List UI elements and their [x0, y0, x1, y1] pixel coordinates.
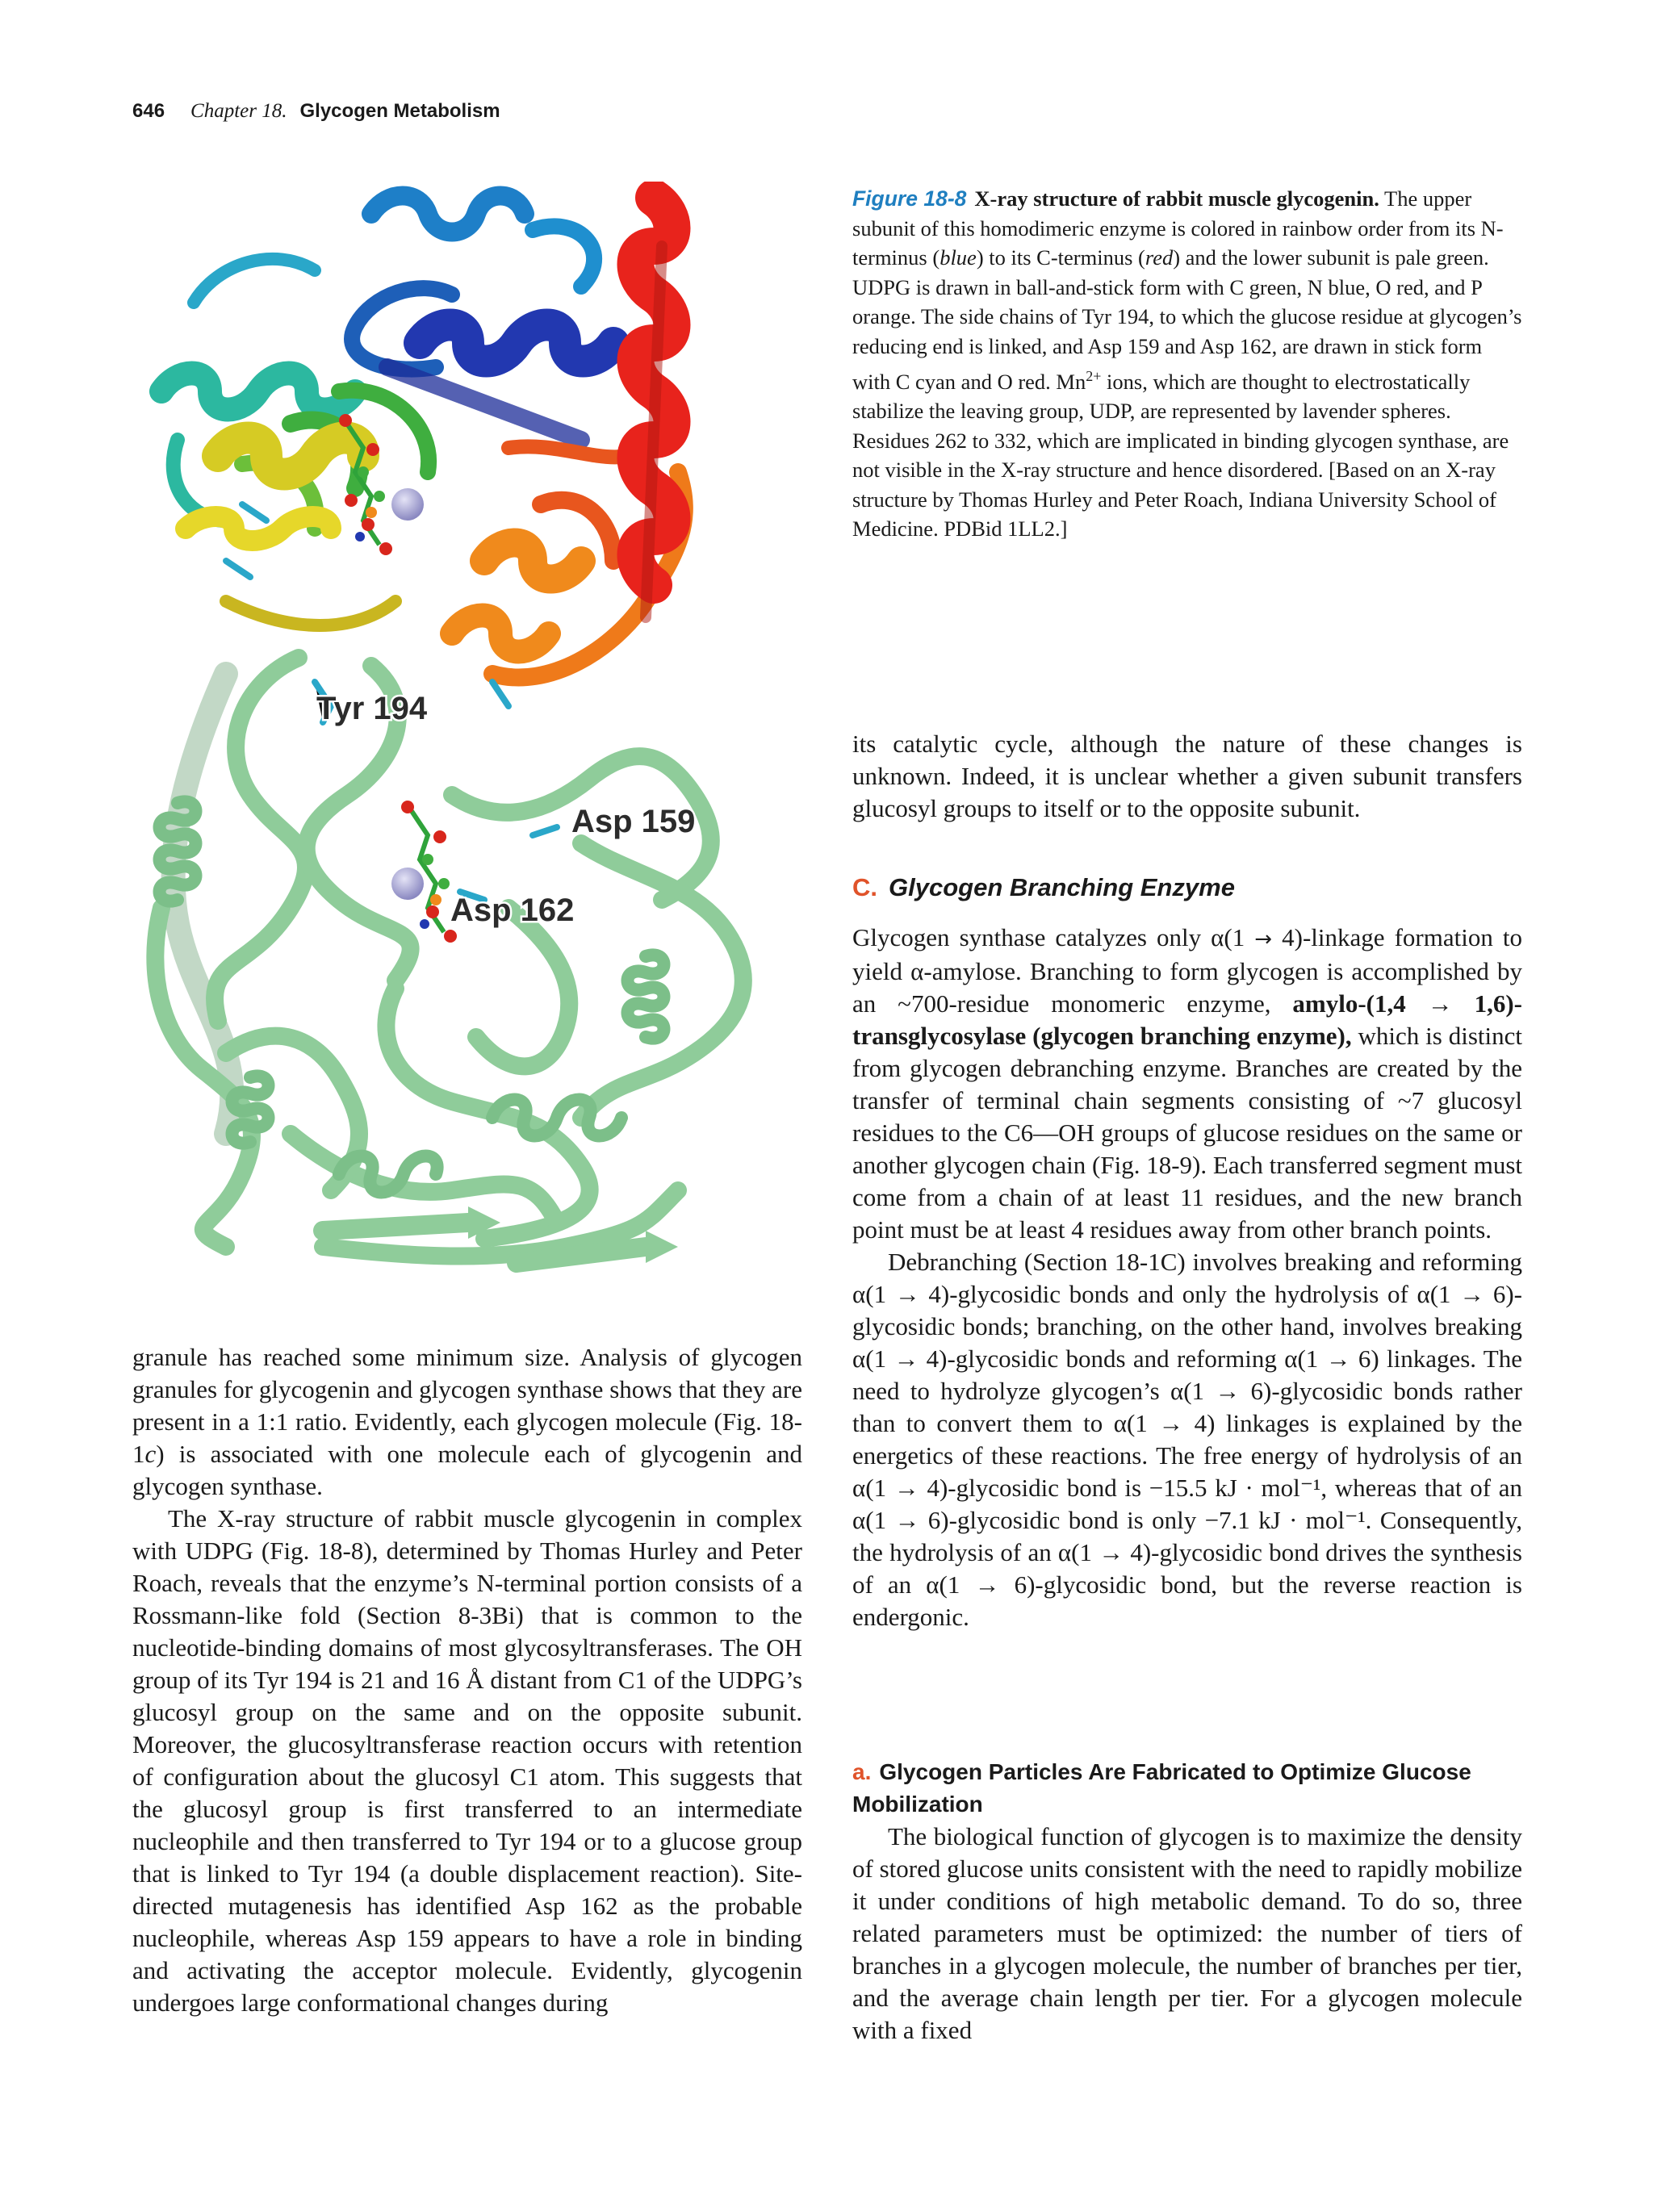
arrow-symbol: → [1254, 927, 1273, 951]
label-asp-162: Asp 162 [450, 893, 575, 928]
caption-red: red [1145, 245, 1174, 270]
right-top-paragraph [852, 728, 1522, 825]
left-paragraph-1 [132, 1341, 802, 1503]
p1-text-3: which is distinct from glycogen debranching enzyme. Branches are created by the transfer of terminal chain segments consisting of ~7 glucosyl residues to the C6—OH groups of glucose residues on the same or another glycogen chain (Fig. 18-9). Each transferred segment must come from a chain of at least 11 residues, and the new branch point must be at least 4 residues away from other branch points. [852, 1022, 1522, 1244]
left-p1-text-1: granule has reached some minimum size. Analysis of glycogen granules for glycogenin and glycogen synthase shows that they are present in a 1:1 ratio. Evidently, each glycogen molecule (Fig. 18-1 [132, 1343, 802, 1468]
subsection-a-body [852, 1821, 1522, 2047]
chapter-title: Glycogen Metabolism [299, 100, 500, 122]
caption-text-3: ) and the lower subunit is pale green. UDPG is drawn in ball-and-stick form with C green, N blue, O red, and P orange. The side chains of Tyr 194, to which the glucose residue at glycogen’s reducing end is linked, and Asp 159 and Asp 162, are drawn in stick form with C cyan and O red. Mn [852, 245, 1522, 394]
section-c-body [852, 922, 1522, 1633]
running-head [132, 100, 500, 123]
section-c-paragraph-2: Debranching (Section 18-1C) involves breaking and reforming α(1 → 4)-glycosidic bonds and only the hydrolysis of α(1 → 6)-glycosidic bonds; branching, on the other hand, involves breaking α(1 → 4)-glycosidic bonds and reforming α(1 → 6) linkages. The need to hydrolyze glycogen’s α(1 → 6)-glycosidic bonds rather than to convert them to α(1 → 4) linkages is explained by the energetics of these reactions. The free energy of hydrolysis of an α(1 → 4)-glycosidic bond is −15.5 kJ · mol⁻¹, whereas that of an α(1 → 6)-glycosidic bond is only −7.1 kJ · mol⁻¹. Consequently, the hydrolysis of an α(1 → 4)-glycosidic bond drives the synthesis of an α(1 → 6)-glycosidic bond, but the reverse reaction is endergonic. [852, 1248, 1522, 1631]
lower-subunit [155, 658, 743, 1263]
mn-ion-upper [391, 488, 424, 521]
upper-subunit [161, 196, 684, 678]
subsection-heading-a [852, 1756, 1522, 1821]
subsection-letter: a. [852, 1759, 872, 1784]
left-paragraph-2: The X-ray structure of rabbit muscle glycogenin in complex with UDPG (Fig. 18-8), determined by Thomas Hurley and Peter Roach, reveals that the enzyme’s N-terminal portion consists of a Rossmann-like fold (Section 8-3Bi) that is common to the nucleotide-binding domains of most glycosyltransferases. The OH group of its Tyr 194 is 21 and 16 Å distant from C1 of the UDPG’s glucosyl group on the same and on the opposite subunit. Moreover, the glucosyltransferase reaction occurs with retention of configuration about the glucosyl C1 atom. This suggests that the glucosyl group is first transferred to an intermediate nucleophile and then transferred to Tyr 194 or to a glucose group that is linked to Tyr 194 (a double displacement reaction). Site-directed mutagenesis has identified Asp 162 as the probable nucleophile, whereas Asp 159 appears to have a role in binding and activating the acceptor molecule. Evidently, glycogenin undergoes large conformational changes during [132, 1504, 802, 2017]
figure-number: Figure 18-8 [852, 186, 967, 211]
p1-bold-term: amylo-(1,4 → 1,6)-transglycosylase (glycogen branching enzyme), [852, 989, 1522, 1050]
section-c-paragraph-1 [852, 922, 1522, 1246]
paragraph-continuation: its catalytic cycle, although the nature of these changes is unknown. Indeed, it is unclear whether a given subunit transfers glucosyl groups to itself or to the opposite subunit. [852, 730, 1522, 822]
left-p1-italic: c [144, 1440, 157, 1468]
left-p1-text-2: ) is associated with one molecule each of glycogenin and glycogen synthase. [132, 1440, 802, 1500]
label-tyr-194: Tyr 194 [316, 691, 428, 726]
label-asp-159: Asp 159 [571, 804, 696, 839]
caption-text-1: The upper subunit of this homodimeric enzyme is colored in rainbow order from its N-terminus ( [852, 186, 1504, 270]
figure-caption [852, 184, 1522, 544]
page-number: 646 [132, 100, 165, 122]
left-column-body [132, 1341, 802, 2019]
section-title: Glycogen Branching Enzyme [889, 873, 1235, 901]
p1-text-2: 4)-linkage formation to yield α-amylose. Branching to form glycogen is accomplished by an ~700-residue monomeric enzyme, [852, 923, 1522, 1018]
section-heading-c [852, 873, 1522, 902]
figure-title: X-ray structure of rabbit muscle glycogenin. [974, 186, 1379, 211]
chapter-label: Chapter 18. [190, 100, 287, 122]
mn-ion-lower [391, 868, 424, 900]
caption-text-2: ) to its C-terminus ( [976, 245, 1145, 270]
subsection-title: Glycogen Particles Are Fabricated to Optimize Glucose Mobilization [852, 1759, 1471, 1817]
caption-text-4: ions, which are thought to electrostatically stabilize the leaving group, UDP, are represented by lavender spheres. Residues 262 to 332, which are implicated in binding glycogen synthase, are not visible in the X-ray structure and hence disordered. [Based on an X-ray structure by Thomas Hurley and Peter Roach, Indiana University School of Medicine. PDBid 1LL2.] [852, 369, 1509, 542]
caption-superscript: 2+ [1086, 367, 1102, 384]
subsection-a-paragraph: The biological function of glycogen is to maximize the density of stored glucose units consistent with the need to rapidly mobilize it under conditions of high metabolic demand. To do so, three related parameters must be optimized: the number of tiers of branches in a glycogen molecule, the number of branches per tier, and the average chain length per tier. For a glycogen molecule with a fixed [852, 1822, 1522, 2044]
p1-text-1: Glycogen synthase catalyzes only α(1 [852, 923, 1255, 951]
figure-glycogenin-structure [129, 182, 783, 1319]
section-letter: C. [852, 873, 877, 901]
caption-blue: blue [939, 245, 977, 270]
